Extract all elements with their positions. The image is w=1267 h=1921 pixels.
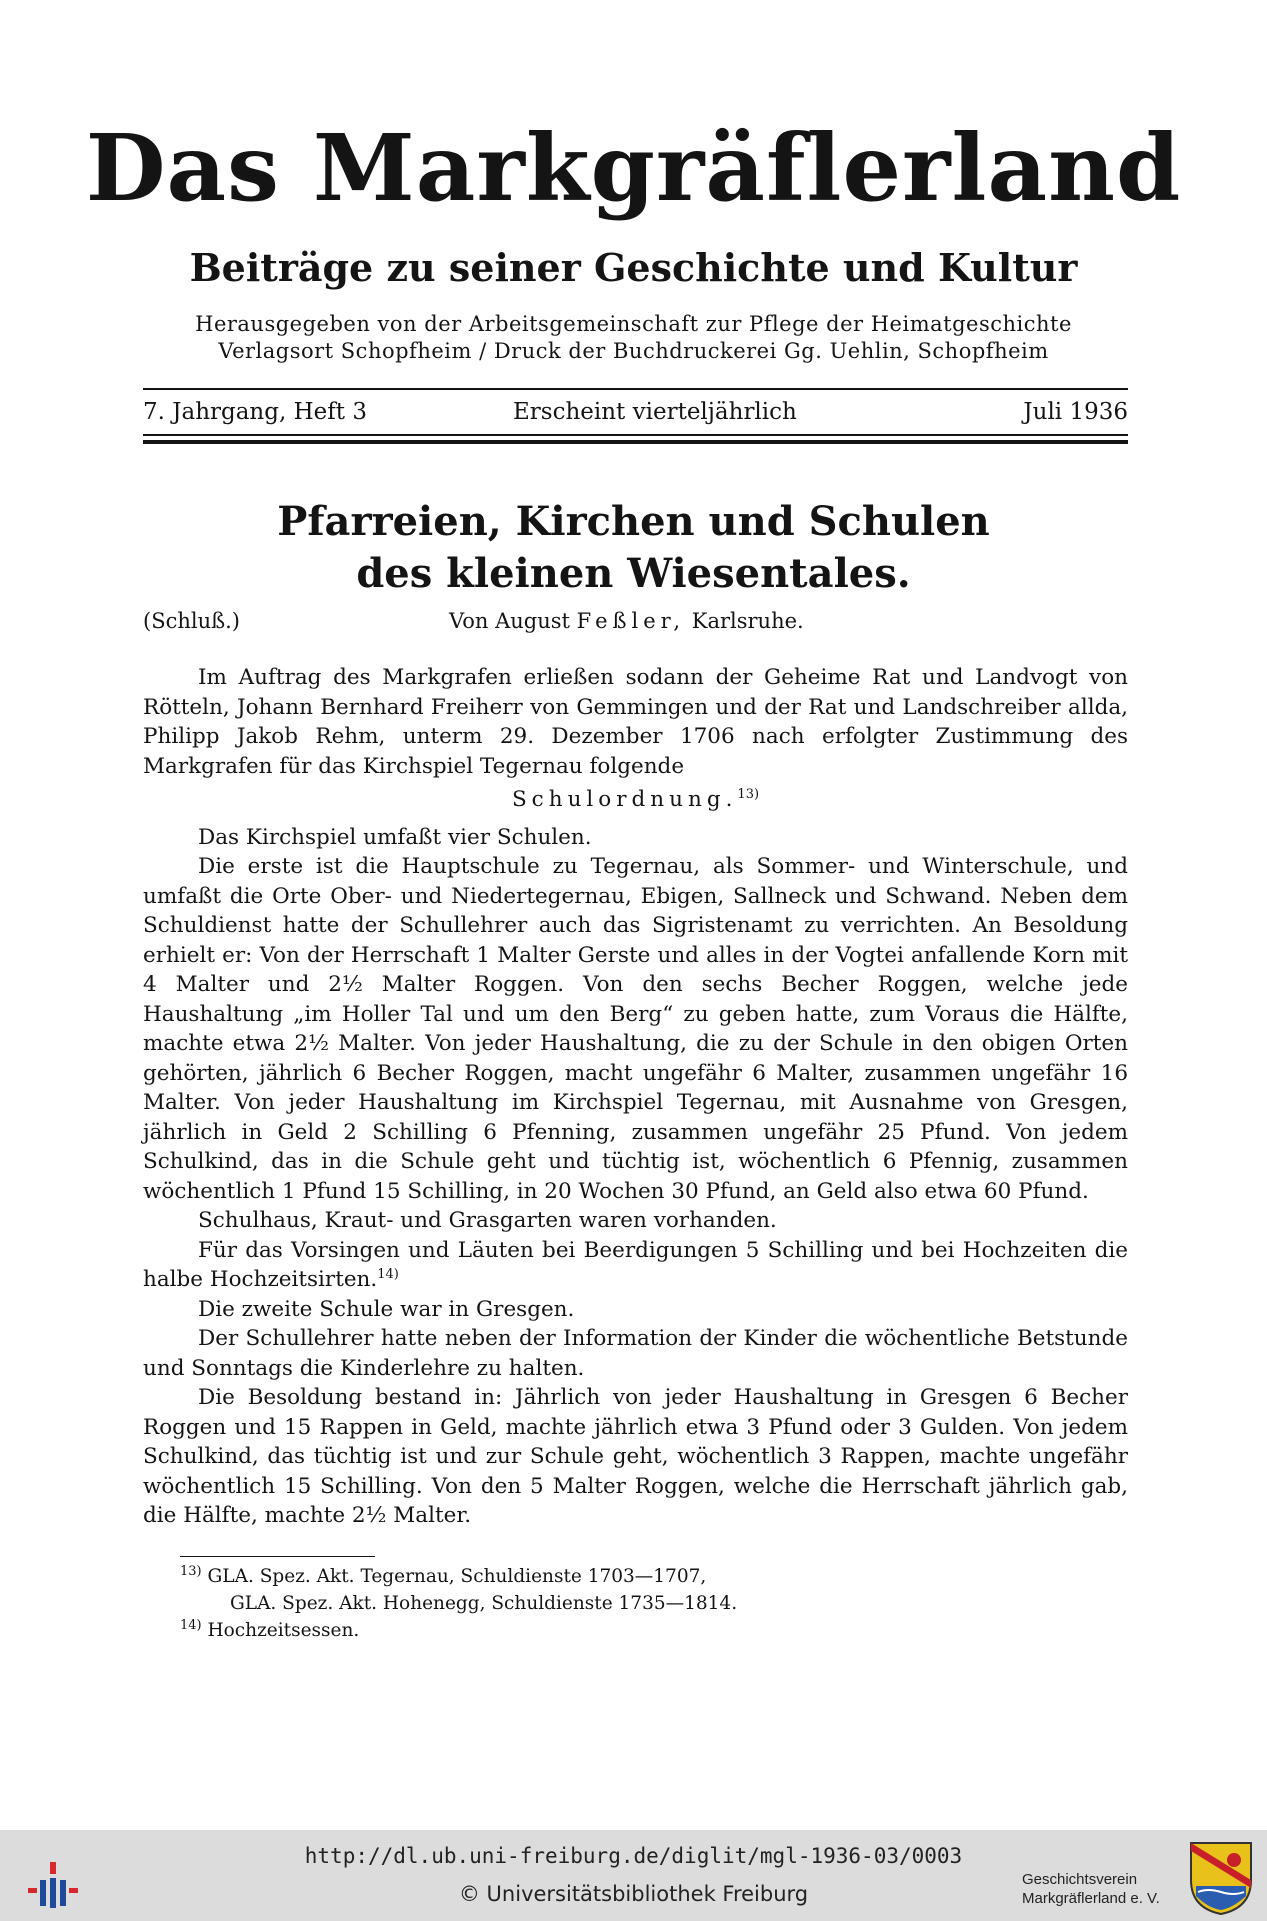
society-line2: Markgräflerland e. V. xyxy=(1022,1890,1160,1907)
article-title-line2: des kleinen Wiesentales. xyxy=(356,550,911,597)
byline-prefix: Von August xyxy=(449,609,570,633)
paragraph: Die Besoldung bestand in: Jährlich von jeder Haushaltung in Gresgen 6 Becher Roggen und 15 Rappen in Geld, machte jährlich etwa 3 Pfund oder 3 Gulden. Von jedem Schulkind, das tüchtig ist und zur Schule geht, wöchentlich 3 Rappen, machte ungefähr wöchentlich 15 Schilling. Von den 5 Malter Roggen, welche die Herrschaft jährlich gab, die Hälfte, machte 2½ Malter. xyxy=(143,1385,1128,1528)
issue-frequency: Erscheint vierteljährlich xyxy=(513,399,797,425)
byline-place: Karlsruhe. xyxy=(691,609,804,633)
section-heading-text: Schulordnung. xyxy=(511,787,738,812)
paragraph: Das Kirchspiel umfaßt vier Schulen. xyxy=(198,824,592,850)
coat-of-arms-icon xyxy=(1188,1840,1254,1916)
byline xyxy=(449,610,804,633)
footnote-13-line1: GLA. Spez. Akt. Tegernau, Schuldienste 1703—1707, xyxy=(207,1566,707,1587)
paragraph-text: Für das Vorsingen und Läuten bei Beerdigungen 5 Schilling und bei Hochzeiten die halbe Hochzeitsirten. xyxy=(143,1237,1128,1292)
byline-author: Feßler, xyxy=(576,609,686,633)
article-title xyxy=(0,496,1267,600)
article-body xyxy=(143,663,1128,1531)
copyright-text: © Universitätsbibliothek Freiburg xyxy=(458,1882,809,1906)
section-heading xyxy=(143,785,1128,815)
issue-date: Juli 1936 xyxy=(1023,399,1128,425)
permalink-url[interactable]: http://dl.ub.uni-freiburg.de/diglit/mgl-1936-03/0003 xyxy=(304,1844,963,1868)
paragraph: Der Schullehrer hatte neben der Information der Kinder die wöchentliche Betstunde und Sonntags die Kinderlehre zu halten. xyxy=(143,1326,1128,1381)
paragraph: Schulhaus, Kraut- und Grasgarten waren vorhanden. xyxy=(198,1208,777,1233)
footnotes xyxy=(180,1563,1080,1644)
issue-rule-lower xyxy=(143,440,1128,444)
paragraph: Die erste ist die Hauptschule zu Tegernau, als Sommer- und Winterschule, und umfaßt die Orte Ober- und Niedertegernau, Ebigen, Sallneck und Schwand. Neben dem Schuldienst hatte der Schullehrer auch das Sigristenamt zu verrichten. An Besoldung erhielt er: Von der Herrschaft 1 Malter Gerste und alles in der Vogtei anfallende Korn mit 4 Malter und 2½ Malter Roggen. Von den sechs Becher Roggen, welche jede Haushaltung „im Holler Tal und um den Berg“ zu geben hatte, zum Voraus die Hälfte, machte etwa 2½ Malter. Von jeder Haushaltung, die zu der Schule in den obigen Orten gehörten, jährlich 6 Becher Roggen, macht ungefähr 6 Malter, zusammen ungefähr 16 Malter. Von jeder Haushaltung im Kirchspiel Tegernau, mit Ausnahme von Gresgen, jährlich in Geld 2 Schilling 6 Pfenning, zusammen ungefähr 25 Pfund. Von jedem Schulkind, das in die Schule geht und tüchtig ist, wöchentlich 6 Pfennig, zusammen wöchentlich 1 Pfund 15 Schilling, in 20 Wochen 30 Pfund, an Geld also etwa 60 Pfund. xyxy=(143,854,1128,1204)
paragraph: Im Auftrag des Markgrafen erließen sodann der Geheime Rat und Landvogt von Rötteln, Johann Bernhard Freiherr von Gemmingen und der Rat und Landschreiber allda, Philipp Jakob Rehm, unterm 29. Dezember 1706 nach erfolgter Zustimmung des Markgrafen für das Kirchspiel Tegernau folgende xyxy=(143,665,1128,779)
footnote-14 xyxy=(180,1617,1080,1644)
printer-line: Verlagsort Schopfheim / Druck der Buchdruckerei Gg. Uehlin, Schopfheim xyxy=(218,339,1049,363)
viewer-footer xyxy=(0,1830,1267,1921)
footnote-14-text: Hochzeitsessen. xyxy=(207,1620,360,1641)
paragraph xyxy=(143,1236,1128,1295)
publisher-line: Herausgegeben von der Arbeitsgemeinschaft zur Pflege der Heimatgeschichte xyxy=(195,312,1072,336)
footnote-rule xyxy=(180,1556,375,1557)
issue-volume: 7. Jahrgang, Heft 3 xyxy=(143,399,367,425)
society-name xyxy=(1022,1870,1182,1908)
top-rule xyxy=(143,388,1128,390)
footnote-13-line2: GLA. Spez. Akt. Hohenegg, Schuldienste 1735—1814. xyxy=(230,1593,738,1614)
society-line1: Geschichtsverein xyxy=(1022,1871,1138,1888)
continuation-note: (Schluß.) xyxy=(143,609,241,633)
footnote-ref-14: 14) xyxy=(377,1266,399,1282)
masthead-subtitle: Beiträge zu seiner Geschichte und Kultur xyxy=(189,245,1078,290)
footnote-mark-13: 13) xyxy=(180,1563,202,1579)
issue-rule-upper xyxy=(143,434,1128,436)
masthead-title: Das Markgräflerland xyxy=(85,114,1182,222)
footnote-13 xyxy=(180,1563,1080,1590)
article-title-line1: Pfarreien, Kirchen und Schulen xyxy=(277,498,990,545)
paragraph: Die zweite Schule war in Gresgen. xyxy=(198,1296,575,1322)
footnote-ref-13: 13) xyxy=(737,786,760,802)
footnote-mark-14: 14) xyxy=(180,1617,202,1633)
